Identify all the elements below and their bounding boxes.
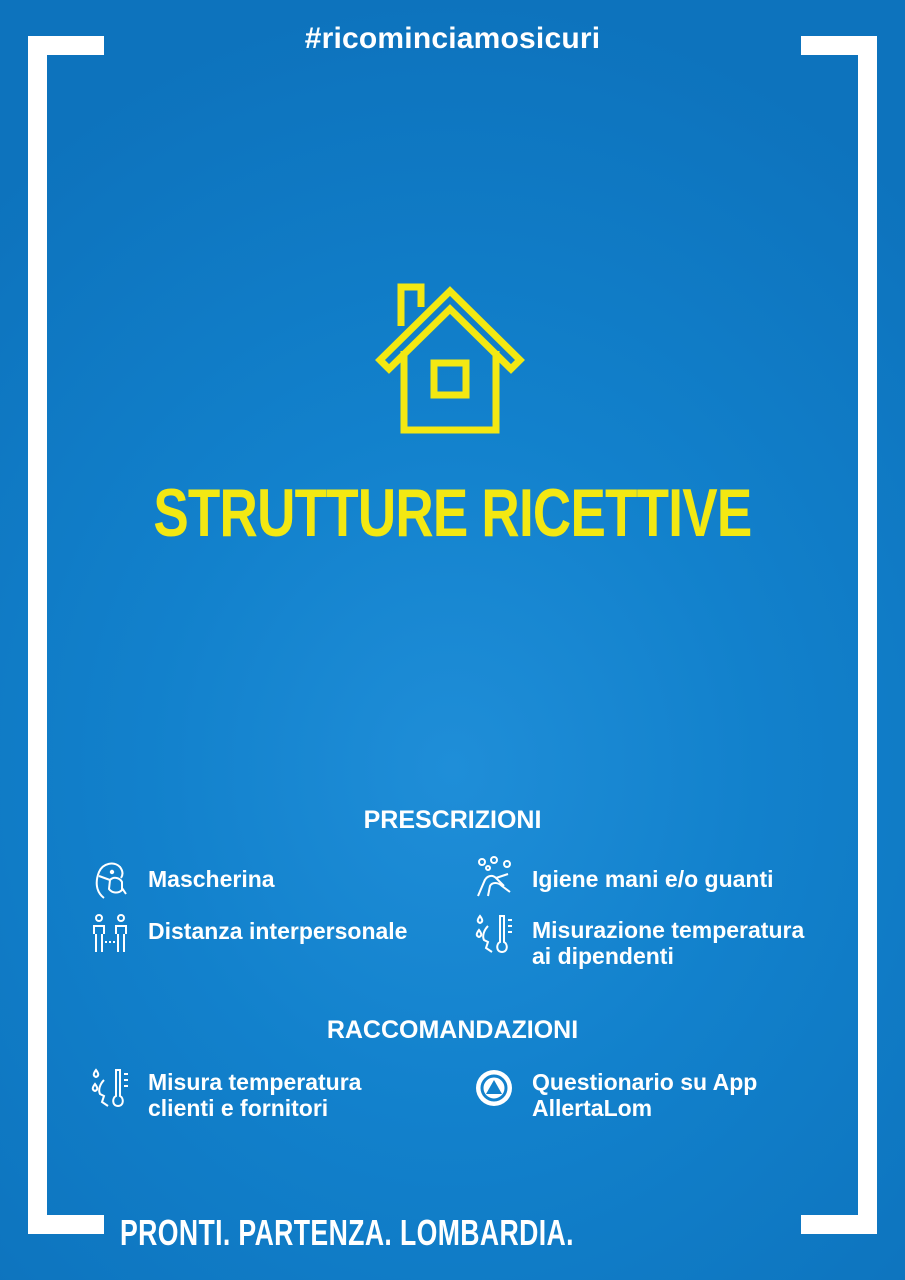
allertalom-app-icon [474, 1068, 514, 1112]
right-frame-bracket [801, 36, 877, 1234]
item-label [532, 917, 804, 969]
left-frame-bracket [28, 36, 104, 1234]
item-label-line-2: AllertaLom [532, 1095, 653, 1121]
item-label-line-2: ai dipendenti [532, 943, 674, 969]
item-label: Igiene mani e/o guanti [532, 866, 774, 892]
mask-face-icon [90, 858, 130, 902]
page-title: STRUTTURE RICETTIVE [153, 475, 752, 551]
raccomandazioni-heading: RACCOMANDAZIONI [326, 1016, 579, 1044]
item-label: Distanza interpersonale [148, 918, 408, 944]
footer-slogan: PRONTI. PARTENZA. LOMBARDIA. [120, 1212, 574, 1253]
temperature-icon [90, 1066, 130, 1110]
item-label-line-1: Misurazione temperatura [532, 917, 805, 943]
item-label-line-2: clienti e fornitori [148, 1095, 329, 1121]
temperature-icon [474, 912, 514, 956]
hashtag: #ricominciamosicuri [304, 22, 601, 55]
hand-wash-icon [474, 856, 514, 900]
item-label [532, 1069, 757, 1121]
item-label-line-1: Questionario su App [532, 1069, 758, 1095]
item-label [148, 1069, 361, 1121]
distance-people-icon [90, 912, 130, 956]
house-icon [368, 282, 532, 438]
prescrizioni-heading: PRESCRIZIONI [363, 806, 542, 834]
item-label-line-1: Misura temperatura [148, 1069, 362, 1095]
item-label: Mascherina [148, 866, 275, 892]
